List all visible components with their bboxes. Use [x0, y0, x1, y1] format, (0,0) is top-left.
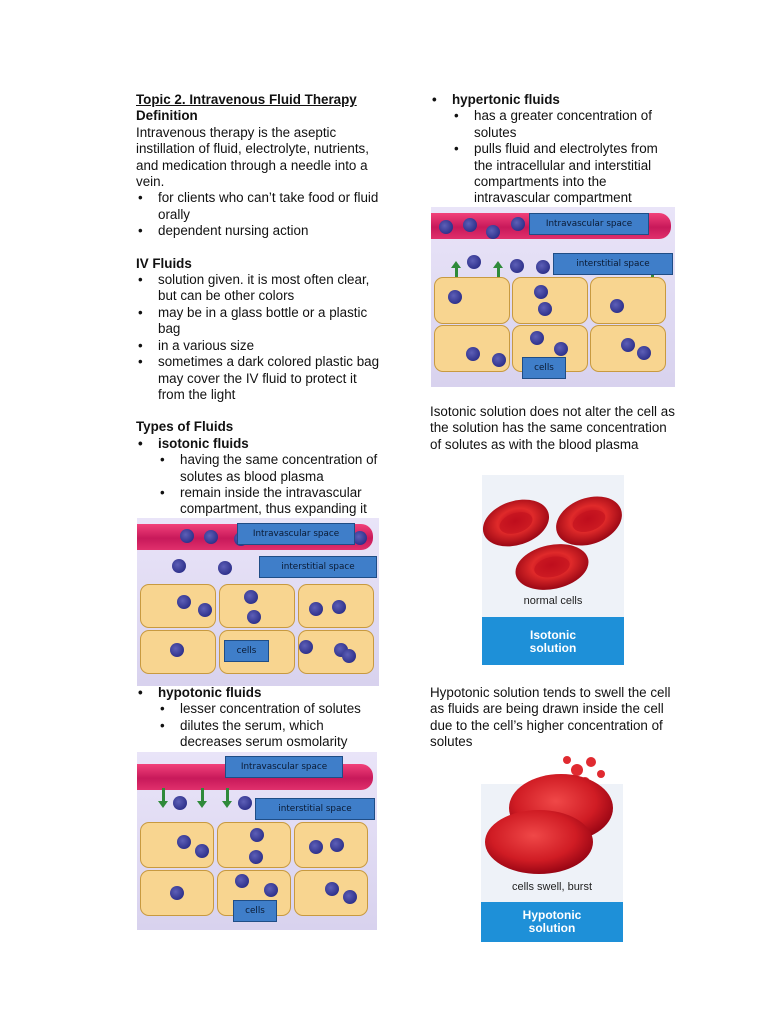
interstitial-label: interstitial space — [553, 253, 673, 275]
cell — [590, 277, 666, 324]
list-item: • sometimes a dark colored plastic bag may cover the IV fluid to protect it from the light — [136, 354, 386, 403]
solute-dot — [332, 600, 346, 614]
solute-dot — [218, 561, 232, 575]
swollen-cells-image — [481, 750, 623, 880]
solute-dot — [249, 850, 263, 864]
band-line: Isotonic — [529, 628, 576, 642]
list-item: • may be in a glass bottle or a plastic bag — [136, 305, 386, 338]
interstitial-label: interstitial space — [255, 798, 375, 820]
solute-dot — [173, 796, 187, 810]
solute-dot — [244, 590, 258, 604]
solute-dot — [204, 530, 218, 544]
cells-label: cells — [233, 900, 277, 922]
band-line: solution — [528, 921, 576, 935]
solute-dot — [309, 840, 323, 854]
solute-dot — [330, 838, 344, 852]
cell — [434, 277, 510, 324]
solute-dot — [177, 835, 191, 849]
iv-fluids-heading: IV Fluids — [136, 255, 192, 271]
cell — [512, 277, 588, 324]
solute-dot — [538, 302, 552, 316]
solute-dot — [353, 531, 367, 545]
solute-dot — [177, 595, 191, 609]
types-heading: Types of Fluids — [136, 419, 234, 435]
solute-dot — [195, 844, 209, 858]
band-line: solution — [529, 641, 577, 655]
solution-band — [482, 617, 624, 665]
definition-list — [136, 190, 386, 239]
hypertonic-label: • hypertonic fluids — [430, 92, 680, 108]
solute-dot — [637, 346, 651, 360]
solute-dot — [299, 640, 313, 654]
definition-heading: Definition — [136, 108, 198, 124]
solute-dot — [492, 353, 506, 367]
solute-dot — [439, 220, 453, 234]
solute-dot — [250, 828, 264, 842]
list-item: • solution given. it is most often clear, but can be other colors — [136, 272, 386, 305]
solute-dot — [172, 559, 186, 573]
solute-dot — [530, 331, 544, 345]
list-item: • dependent nursing action — [136, 223, 386, 239]
solute-dot — [235, 874, 249, 888]
intravascular-label: Intravascular space — [237, 523, 355, 545]
list-item: • dilutes the serum, which decreases serum osmolarity — [158, 718, 386, 751]
solute-dot — [170, 886, 184, 900]
hypotonic-figure — [481, 750, 623, 942]
solute-dot — [621, 338, 635, 352]
right-column — [430, 92, 680, 207]
hypotonic-diagram — [137, 752, 377, 930]
definition-text: Intravenous therapy is the aseptic instillation of fluid, electrolyte, nutrients, and medication through a needle into a vein. — [136, 124, 369, 190]
solute-dot — [342, 649, 356, 663]
isotonic-label: • isotonic fluids — [136, 436, 386, 452]
figure-caption: cells swell, burst — [511, 881, 593, 893]
solute-dot — [486, 225, 500, 239]
isotonic-list — [136, 436, 386, 452]
hypotonic-section — [136, 685, 386, 751]
arrow-icon — [226, 788, 229, 802]
list-item: • pulls fluid and electrolytes from the intracellular and interstitial compartments into the intravascular compartment — [452, 141, 680, 207]
list-item: • in a various size — [136, 338, 386, 354]
solute-dot — [247, 610, 261, 624]
solute-dot — [554, 342, 568, 356]
solute-dot — [343, 890, 357, 904]
list-item: • remain inside the intravascular compartment, thus expanding it — [158, 485, 386, 518]
solute-dot — [198, 603, 212, 617]
solute-dot — [511, 217, 525, 231]
iv-fluids-list — [136, 272, 386, 403]
red-blood-cells-image — [482, 475, 624, 595]
list-item: • has a greater concentration of solutes — [452, 108, 680, 141]
isotonic-diagram — [137, 518, 379, 686]
isotonic-note: Isotonic solution does not alter the cell as the solution has the same concentration of solutes as with the blood plasma — [430, 404, 675, 452]
solute-dot — [238, 796, 252, 810]
interstitial-label: interstitial space — [259, 556, 377, 578]
solute-dot — [264, 883, 278, 897]
solute-dot — [610, 299, 624, 313]
cells-label: cells — [224, 640, 269, 662]
solute-dot — [325, 882, 339, 896]
solute-dot — [510, 259, 524, 273]
hypertonic-list — [430, 92, 680, 108]
intravascular-label: Intravascular space — [225, 756, 343, 778]
solute-dot — [170, 643, 184, 657]
hypertonic-sublist — [452, 108, 680, 206]
hypotonic-sublist — [158, 701, 386, 750]
page-title: Topic 2. Intravenous Fluid Therapy — [136, 92, 357, 107]
left-column — [136, 92, 386, 518]
intravascular-label: Intravascular space — [529, 213, 649, 235]
list-item: • having the same concentration of solutes as blood plasma — [158, 452, 386, 485]
arrow-icon — [201, 788, 204, 802]
solution-band — [481, 902, 623, 942]
solute-dot — [467, 255, 481, 269]
isotonic-note-section — [430, 404, 680, 453]
solute-dot — [448, 290, 462, 304]
band-line: Hypotonic — [522, 908, 582, 922]
solute-dot — [534, 285, 548, 299]
hypotonic-note: Hypotonic solution tends to swell the cell as fluids are being drawn inside the cell due to the cell’s higher concentration of solutes — [430, 685, 671, 750]
list-item: • lesser concentration of solutes — [158, 701, 386, 717]
isotonic-sublist — [158, 452, 386, 518]
isotonic-figure — [482, 475, 624, 665]
figure-caption: normal cells — [523, 595, 583, 607]
hypotonic-list — [136, 685, 386, 701]
solute-dot — [309, 602, 323, 616]
hypertonic-diagram — [431, 207, 675, 387]
solute-dot — [536, 260, 550, 274]
hypotonic-label: • hypotonic fluids — [136, 685, 386, 701]
hypotonic-note-section — [430, 685, 680, 751]
solute-dot — [466, 347, 480, 361]
solute-dot — [463, 218, 477, 232]
solute-dot — [180, 529, 194, 543]
arrow-icon — [162, 788, 165, 802]
list-item: • for clients who can’t take food or fluid orally — [136, 190, 386, 223]
cells-label: cells — [522, 357, 566, 379]
